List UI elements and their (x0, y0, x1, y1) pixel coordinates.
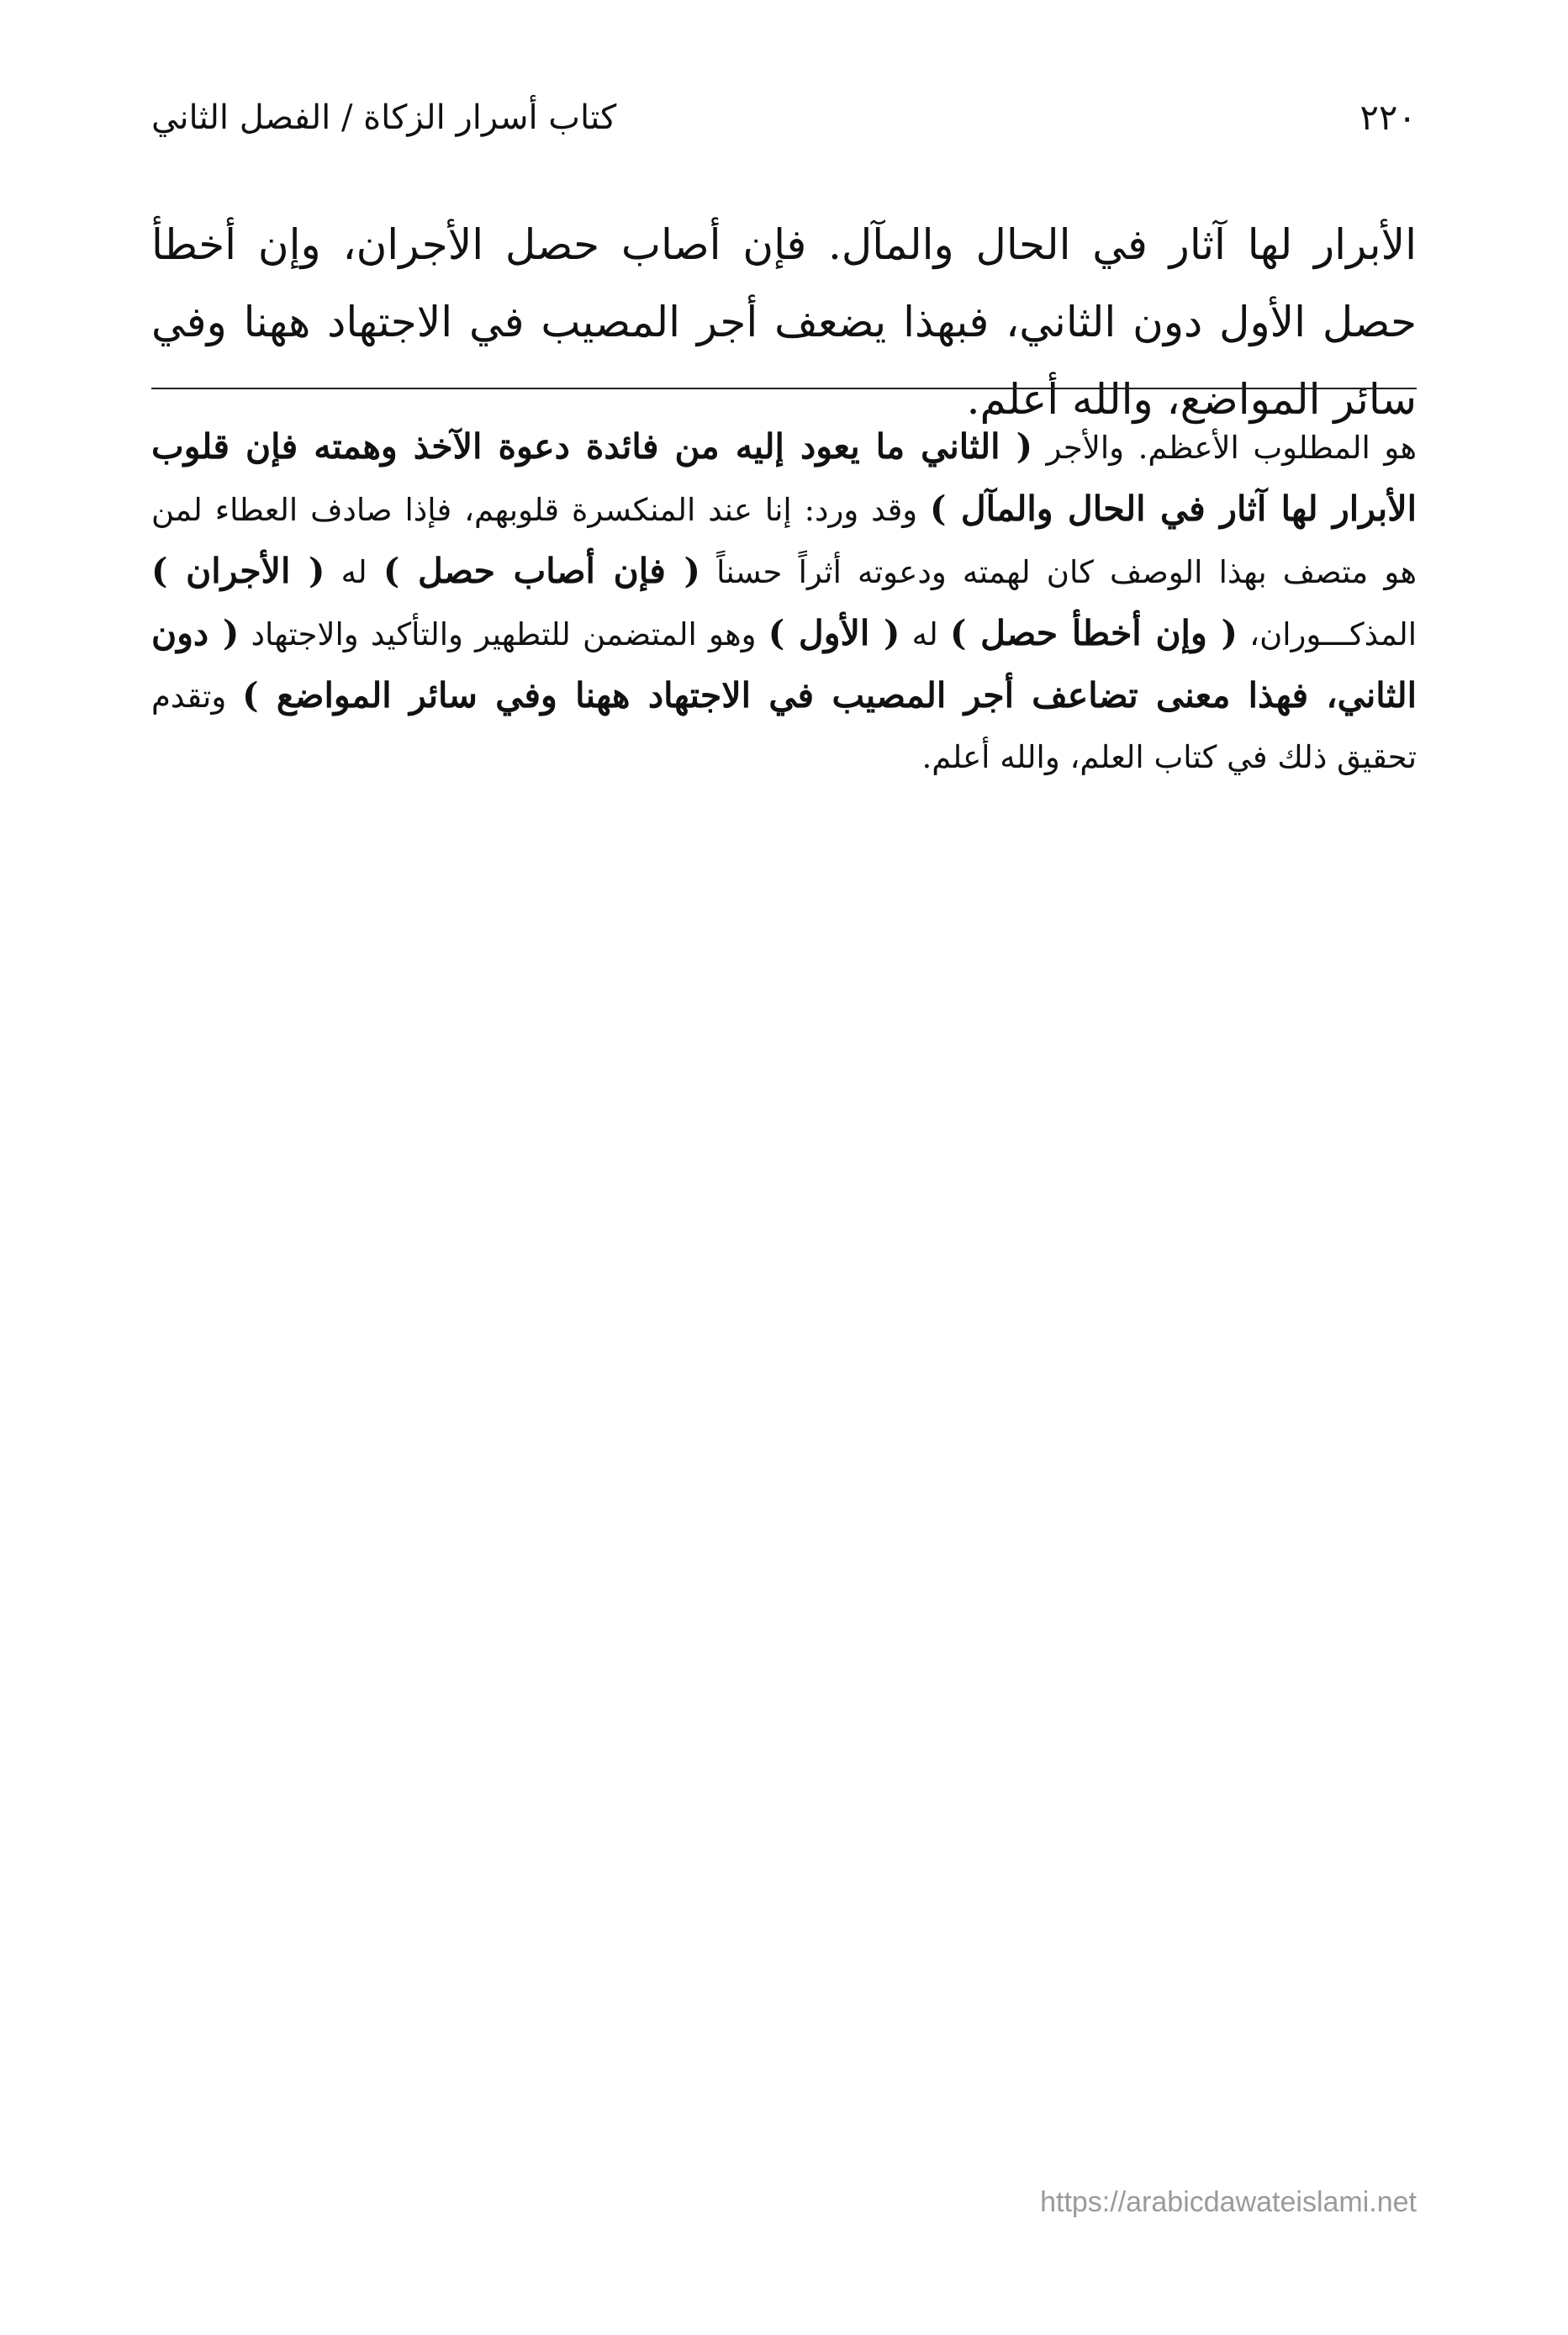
note-segment: وهو المتضمن للتطهير والتأكيد والاجتهاد (239, 616, 768, 652)
note-segment-emphasis: ( الأول ) (768, 613, 900, 653)
page-number: ٢٢٠ (1359, 97, 1417, 138)
note-segment: هو المطلوب الأعظم. والأجر (1032, 430, 1417, 466)
page-header (151, 88, 1417, 147)
note-segment: له (325, 554, 383, 590)
note-segment: وقد ورد: إنا عند المنكسرة قلوبهم، فإذا صادف العطاء لمن هو متصف بهذا الوصف كان لهمته ودعوته أثراً حسناً (151, 492, 1417, 590)
note-segment-emphasis: ( الأجران ) (151, 551, 325, 591)
note-segment-emphasis: ( فإن أصاب حصل ) (383, 551, 700, 591)
note-segment-emphasis: ( الثاني ما يعود إليه من فائدة دعوة الآخذ وهمته فإن قلوب الأبرار لها آثار في الحال والمآل ) (151, 426, 1417, 529)
note-segment: له (900, 616, 950, 652)
source-url-watermark: https://arabicdawateislami.net (1040, 2186, 1417, 2218)
main-text-paragraph: الأبرار لها آثار في الحال والمآل. فإن أصاب حصل الأجران، وإن أخطأ حصل الأول دون الثاني، فبهذا يضعف أجر المصيب في الاجتهاد ههنا وفي سائر المواضع، والله أعلم. (151, 220, 1417, 424)
note-segment: وتقدم تحقيق ذلك في كتاب العلم، والله أعلم. (151, 679, 1417, 775)
note-segment: المذكـــوران، (1237, 616, 1417, 652)
running-title: كتاب أسرار الزكاة / الفصل الثاني (151, 98, 617, 137)
commentary-notes (151, 416, 1417, 788)
footnote-divider (151, 388, 1417, 389)
note-segment-emphasis: ( وإن أخطأ حصل ) (950, 613, 1238, 653)
note-segment-emphasis: ( دون الثاني، فهذا معنى تضاعف أجر المصيب في الاجتهاد ههنا وفي سائر المواضع ) (151, 613, 1417, 716)
